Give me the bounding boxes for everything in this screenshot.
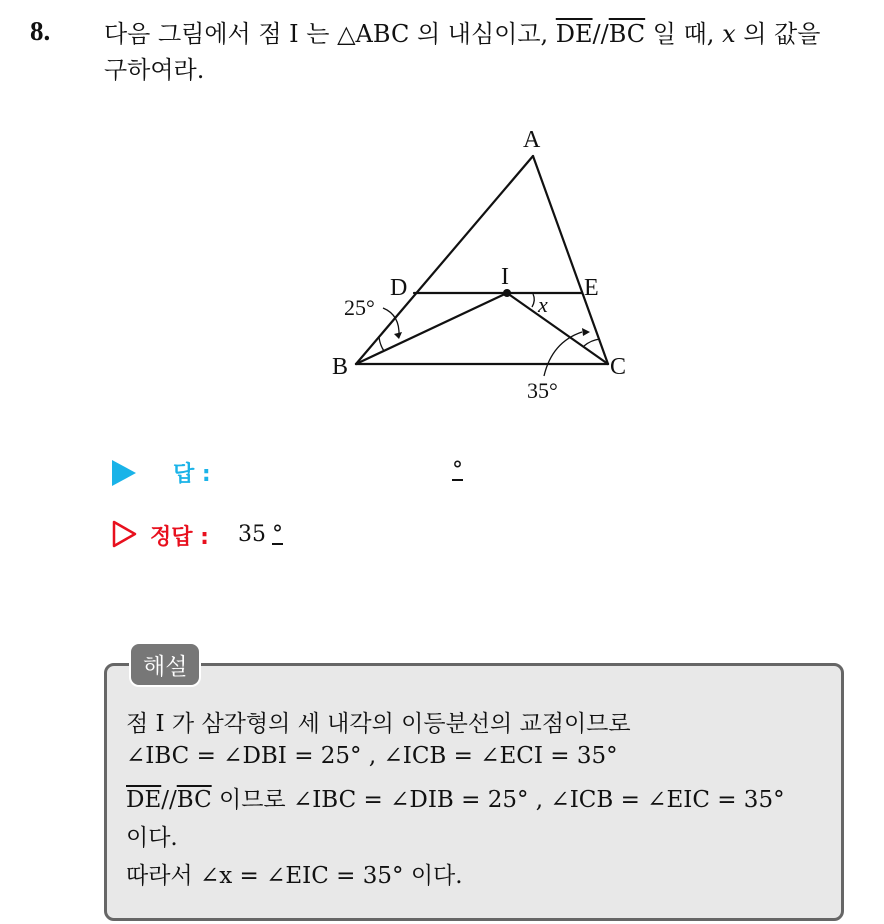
side-ac — [533, 156, 608, 364]
answer-unit: ° — [452, 458, 463, 483]
correct-answer-label: 정답 : — [150, 525, 209, 550]
label-a: A — [523, 127, 541, 153]
variable-x: x — [722, 20, 736, 48]
explanation-line-1: 점 I 가 삼각형의 세 내각의 이등분선의 교점이므로 — [126, 711, 631, 737]
explanation-tab: 해설 — [129, 642, 201, 687]
incenter-point — [503, 289, 511, 297]
parallel-symbol: // — [592, 20, 609, 48]
segment-bi — [356, 293, 507, 364]
question-text — [104, 16, 874, 88]
label-c: C — [610, 354, 627, 380]
label-x: x — [538, 292, 548, 317]
question-text-part1: 다음 그림에서 점 I 는 △ABC 의 내심이고, — [104, 20, 556, 48]
explanation-parallel: // — [161, 787, 177, 813]
segment-bc: $\overline{BC}$ — [608, 20, 646, 48]
label-d: D — [390, 275, 408, 301]
question-text-part3: 의 값을 — [735, 20, 821, 48]
angle-label-35: 35° — [527, 378, 558, 403]
answer-arrow-icon — [112, 460, 136, 486]
correct-arrow-icon — [112, 519, 138, 549]
question-text-part2: 일 때, — [645, 20, 723, 48]
angle-label-25: 25° — [344, 295, 375, 320]
angle-arc-b — [379, 336, 384, 351]
correct-answer-value: 35 — [238, 522, 266, 547]
question-text-part4: 구하여라. — [104, 56, 205, 84]
question-number: 8. — [30, 16, 51, 46]
explanation-line-4: 이다. — [126, 825, 178, 851]
arrowhead-25 — [394, 332, 402, 339]
label-b: B — [332, 354, 349, 380]
label-e: E — [584, 275, 599, 301]
label-i: I — [501, 264, 509, 290]
explanation-line-2: ∠IBC = ∠DBI = 25° , ∠ICB = ∠ECI = 35° — [126, 743, 618, 769]
angle-arc-c — [584, 339, 600, 346]
triangle-figure — [320, 120, 650, 410]
explanation-line-3-rest: 이므로 ∠IBC = ∠DIB = 25° , ∠ICB = ∠EIC = 35° — [211, 787, 785, 813]
leader-35 — [544, 332, 582, 376]
segment-de: $\overline{DE}$ — [555, 20, 593, 48]
explanation-segment-bc: $\overline{BC}$ — [176, 787, 212, 813]
correct-answer-unit: ° — [272, 522, 283, 547]
segment-ci — [507, 293, 608, 364]
explanation-line-3 — [126, 781, 785, 814]
arrowhead-35 — [582, 328, 590, 336]
explanation-line-5: 따라서 ∠x = ∠EIC = 35° 이다. — [126, 863, 463, 889]
explanation-segment-de: $\overline{DE}$ — [126, 787, 162, 813]
answer-label: 답 : — [173, 462, 211, 487]
side-ab — [356, 156, 533, 364]
angle-arc-x — [532, 294, 534, 307]
